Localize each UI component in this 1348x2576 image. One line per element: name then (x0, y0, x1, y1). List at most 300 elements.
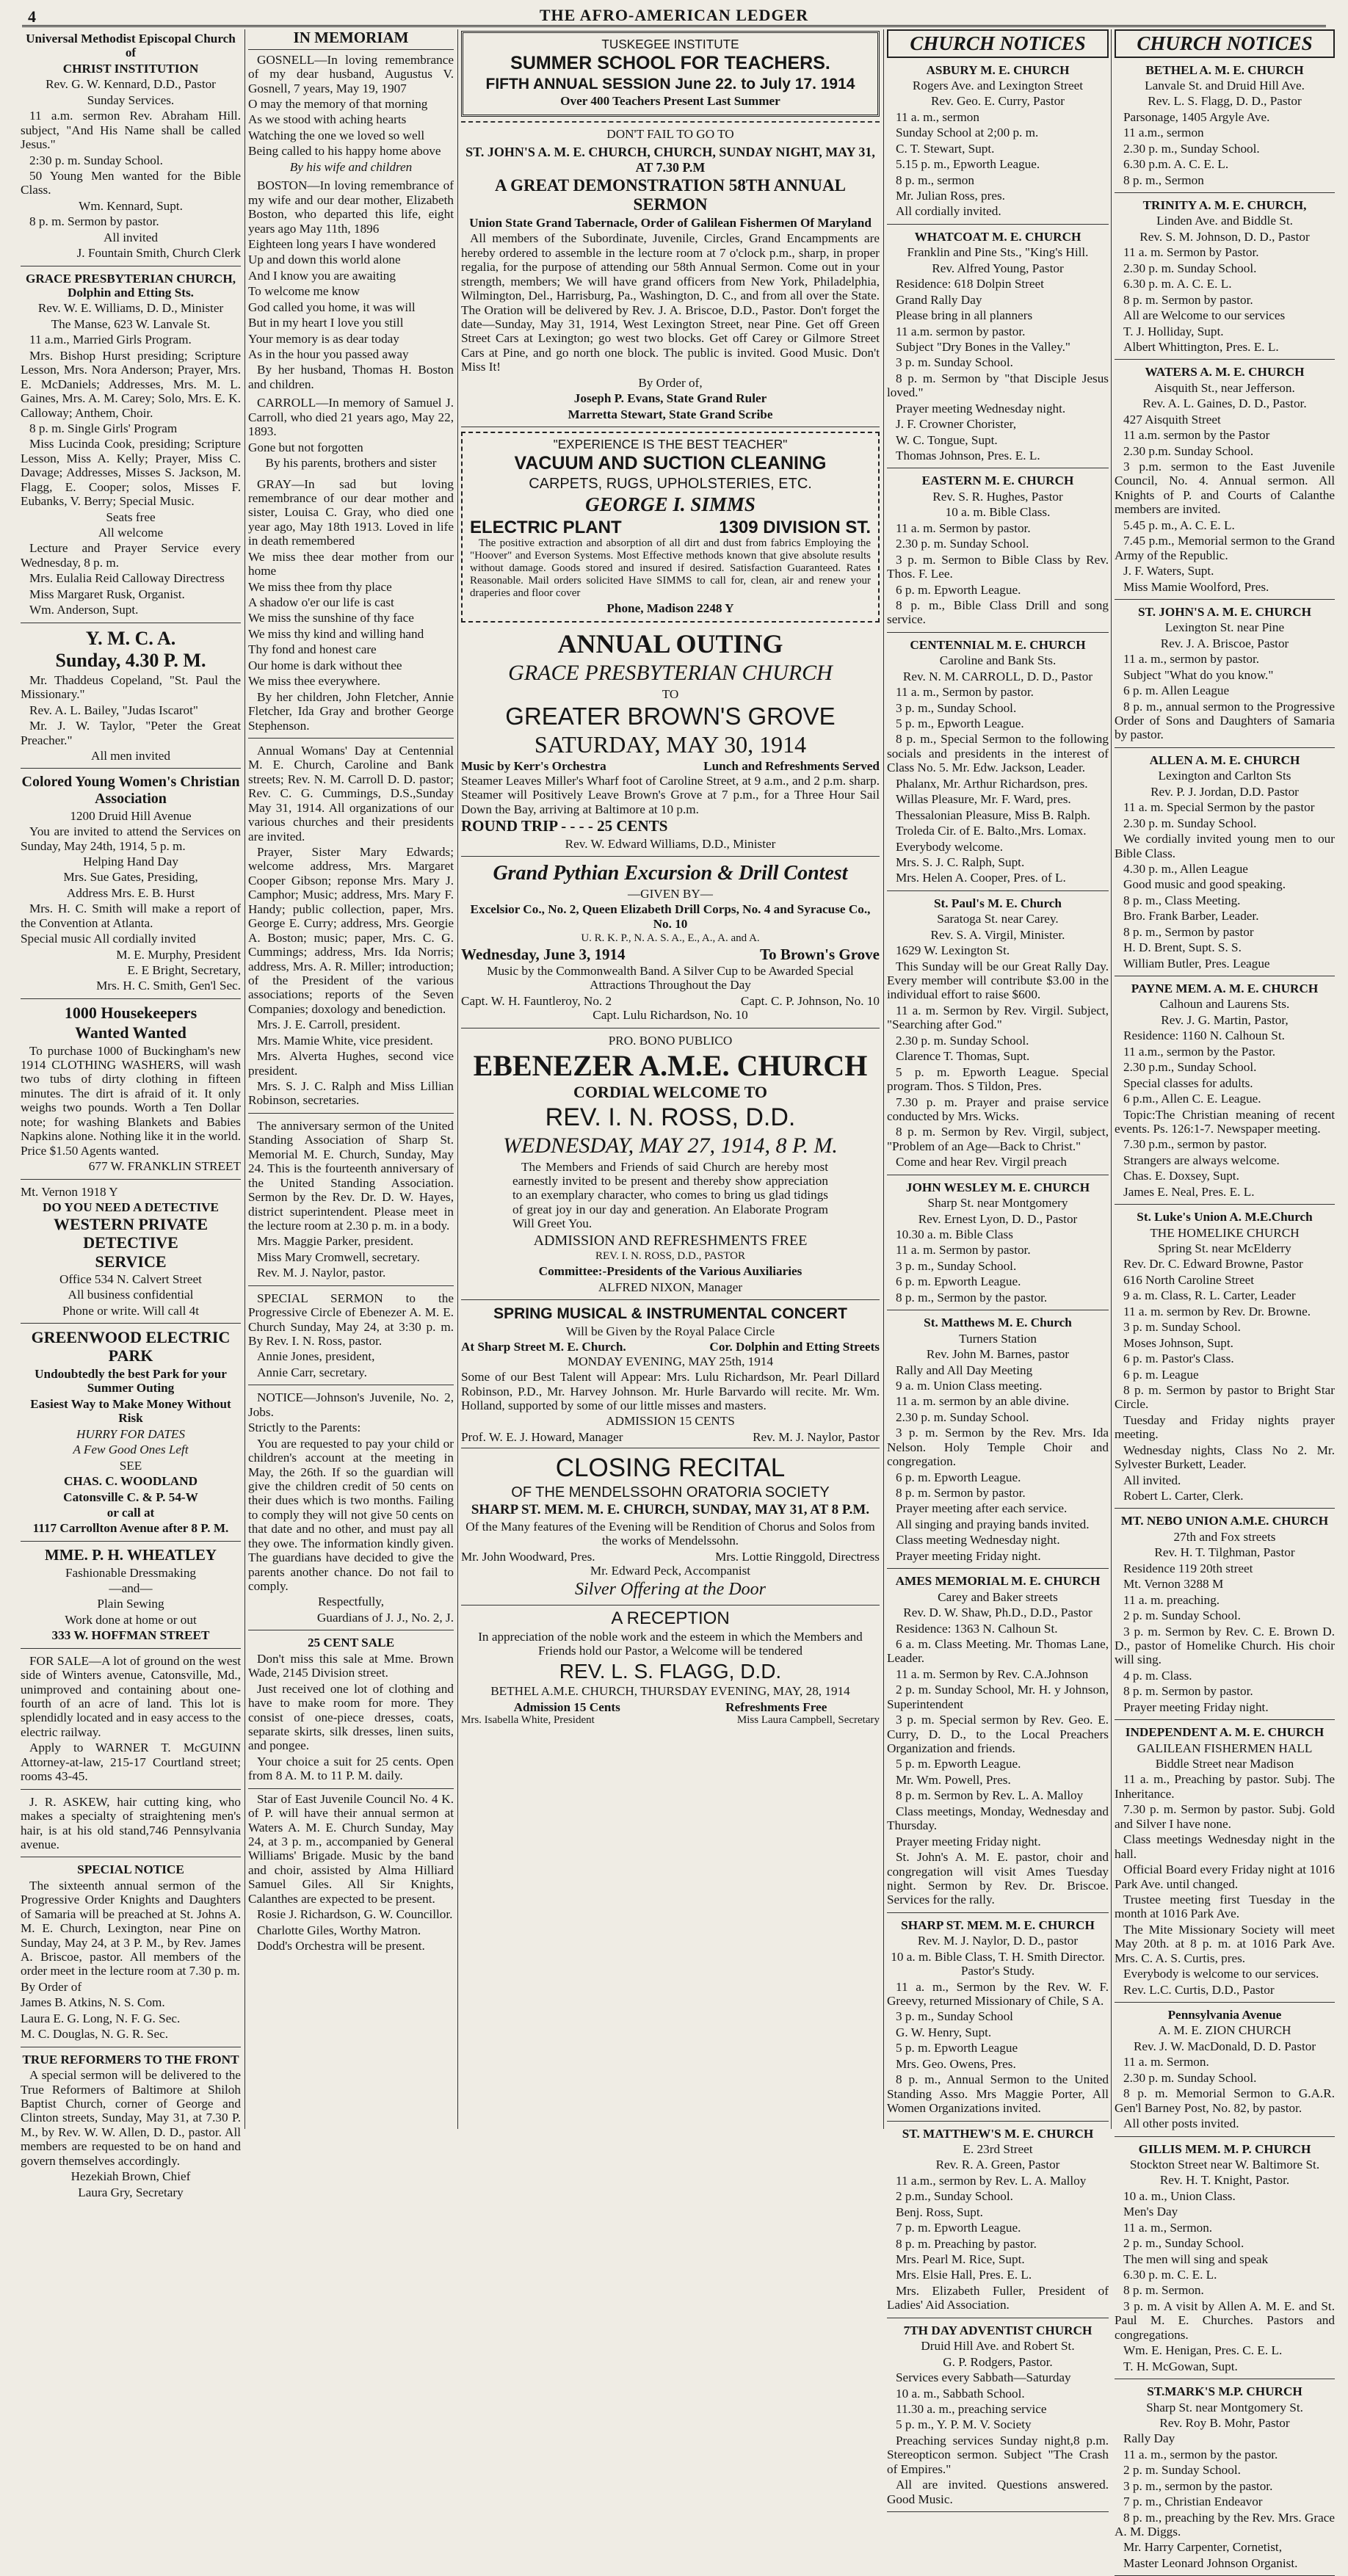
notice-line: Don't miss this sale at Mme. Brown Wade, 2145 Division street. (248, 1652, 454, 1680)
church-line: 6 p.m., Allen C. E. League. (1115, 1092, 1335, 1106)
church-notice (1115, 61, 1335, 194)
church-notice (1115, 979, 1335, 1205)
church-line: Rev. H. T. Knight, Pastor. (1115, 2173, 1335, 2187)
askew-ad (21, 1793, 241, 1858)
ad-line: Over 400 Teachers Present Last Summer (471, 94, 870, 108)
church-line: 6 p. m. League (1115, 1368, 1335, 1382)
church-line: 8 p. m., Class Meeting. (1115, 893, 1335, 907)
notice-line: 2:30 p. m. Sunday School. (21, 153, 241, 167)
church-name: St. Matthews M. E. Church (887, 1316, 1109, 1329)
church-line: Bro. Frank Barber, Leader. (1115, 909, 1335, 923)
church-notice (1115, 2006, 1335, 2137)
ad-line: Mt. Vernon 1918 Y (21, 1185, 241, 1199)
ad-heading: DO YOU NEED A DETECTIVE (21, 1200, 241, 1214)
memoriam-line: We miss thee everywhere. (248, 674, 454, 688)
church-line: William Butler, Pres. League (1115, 957, 1335, 970)
housekeepers-ad (21, 1002, 241, 1180)
notice-heading: TRUE REFORMERS TO THE FRONT (21, 2053, 241, 2067)
memoriam-line: As we stood with aching hearts (248, 112, 454, 126)
notice-line: Mrs. J. E. Carroll, president. (248, 1017, 454, 1031)
ad-body: The Members and Friends of said Church are hereby most earnestly invited to be present and thereby show appreciation to an exemplary character, who comes to bring us glad tidings of great joy in our day and generation. An Elaborate Program Will Greet You. (461, 1160, 880, 1231)
ad-line: Admission 15 Cents (514, 1700, 620, 1714)
ad-address: 677 W. FRANKLIN STREET (21, 1159, 241, 1173)
ad-body: Steamer Leaves Miller's Wharf foot of Caroline Street, at 9 a.m., and 2 p.m. sharp. Steamer will Positively Leave Brown's Grove at 7 p.m., for a Three Hour Sail Down the Bay, arriving at Baltimore at 10 p.m. (461, 774, 880, 816)
ad-line: Cor. Dolphin and Etting Streets (709, 1340, 880, 1354)
notice-line: 8 p. m. Sermon by pastor. (21, 214, 241, 228)
memoriam-line: Being called to his happy home above (248, 144, 454, 158)
church-line: 8 p. m. Preaching by pastor. (887, 2237, 1109, 2251)
ad-line: Catonsville C. & P. 54-W (21, 1490, 241, 1504)
church-line: 7.30 p. m. Sermon by pastor. Subj. Gold and Silver I have none. (1115, 1802, 1335, 1831)
church-name: SHARP ST. MEM. M. E. CHURCH (887, 1918, 1109, 1932)
church-line: Official Board every Friday night at 1016 Park Ave. until changed. (1115, 1862, 1335, 1891)
ad-heading: GREATER BROWN'S GROVE (461, 703, 880, 730)
church-line: Class meetings Wednesday night in the hall. (1115, 1832, 1335, 1861)
column-2 (248, 29, 454, 2129)
ad-heading: GREENWOOD ELECTRIC PARK (21, 1329, 241, 1365)
church-line: 6 p. m. Pastor's Class. (1115, 1352, 1335, 1365)
notice-line: Miss Margaret Rusk, Organist. (21, 587, 241, 601)
church-line: Stockton Street near W. Baltimore St. (1115, 2158, 1335, 2172)
church-name: CENTENNIAL M. E. CHURCH (887, 638, 1109, 652)
ad-line: A Few Good Ones Left (21, 1443, 241, 1456)
church-notice (887, 1916, 1109, 2122)
church-line: Biddle Street near Madison (1115, 1757, 1335, 1771)
church-line: All singing and praying bands invited. (887, 1517, 1109, 1531)
notice-line: Prayer, Sister Mary Edwards; welcome address, Mrs. Margaret Cooper Gibson; reponse Mrs. Mary J. Camphor; Music; address, Mrs. Mary F. Handy; public collection, paper, Mrs. George E. Curry; address, Mrs. Georgie A. Boston; music; paper, Mrs. C. G. Cummings; address, Mrs. Ida Norris; address, Mrs. A. R. Miller; introduction; of the President of the various associations; reports of the Seven Companies; doxology and benediction. (248, 845, 454, 1016)
notice-line: 11 a.m. sermon Rev. Abraham Hill. subject, "And His Name shall be called Jesus." (21, 109, 241, 151)
notice-line: 1200 Druid Hill Avenue (21, 809, 241, 823)
church-line: 11 a. m., Sermon. (1115, 2221, 1335, 2235)
church-line: Rev. S. R. Hughes, Pastor (887, 490, 1109, 504)
church-line: All cordially invited. (887, 204, 1109, 218)
church-line: 5 p. m. Epworth League. Special program. Thos. S Tildon, Pres. (887, 1065, 1109, 1094)
notice-line: E. E Bright, Secretary, (21, 963, 241, 977)
ad-line: Union State Grand Tabernacle, Order of Galilean Fishermen Of Maryland (461, 216, 880, 230)
notice-heading: 25 CENT SALE (248, 1636, 454, 1650)
ad-line: Committee:-Presidents of the Various Auxiliaries (461, 1264, 880, 1278)
church-line: Albert Whittington, Pres. E. L. (1115, 340, 1335, 354)
church-line: 5 p. m. Epworth League. (887, 1757, 1109, 1771)
memoriam-line: CARROLL—In memory of Samuel J. Carroll, who died 21 years ago, May 22, 1893. (248, 396, 454, 438)
notice-line: The anniversary sermon of the United Standing Association of Sharp St. Memorial M. E. Church, Sunday, May 24. This is the fourteenth anniversary of the United Standing Association. Sermon by the Rev. Dr. D. W. Hayes, district superintendent. Please meet in the lecture room at 2.30 p. m. in a body. (248, 1119, 454, 1233)
pythian-excursion-ad (461, 860, 880, 1028)
church-line: 6 p. m. Epworth League. (887, 1274, 1109, 1288)
ad-heading: SHARP ST. MEM. M. E. CHURCH, SUNDAY, MAY 31, AT 8 P.M. (461, 1502, 880, 1517)
ad-heading: WEDNESDAY, MAY 27, 1914, 8 P. M. (461, 1133, 880, 1158)
memoriam-line: By his parents, brothers and sister (248, 456, 454, 470)
ad-line: All business confidential (21, 1288, 241, 1302)
ad-line: MONDAY EVENING, MAY 25th, 1914 (461, 1354, 880, 1368)
ad-line: 1309 DIVISION ST. (719, 518, 871, 537)
church-name: St. Paul's M. E. Church (887, 896, 1109, 910)
ad-heading: REV. L. S. FLAGG, D.D. (461, 1660, 880, 1683)
church-line: 11 a. m. Sermon by Pastor. (1115, 245, 1335, 259)
notice-line: M. C. Douglas, N. G. R. Sec. (21, 2027, 241, 2041)
ad-heading: ANNUAL OUTING (461, 629, 880, 659)
church-line: 10.30 a. m. Bible Class (887, 1227, 1109, 1241)
church-line: 3 p. m. Special sermon by Rev. Geo. E. Curry, D. D., to the Local Preachers Organization and friends. (887, 1713, 1109, 1755)
church-line: Rev. S. A. Virgil, Minister. (887, 928, 1109, 942)
church-line: Benj. Ross, Supt. (887, 2205, 1109, 2219)
church-name: GILLIS MEM. M. P. CHURCH (1115, 2142, 1335, 2156)
memoriam-gray (248, 475, 454, 739)
church-line: Mrs. Pearl M. Rice, Supt. (887, 2252, 1109, 2266)
memoriam-line: We miss thee from thy place (248, 580, 454, 594)
church-line: Lexington and Carlton Sts (1115, 769, 1335, 783)
church-line: Rev. John M. Barnes, pastor (887, 1347, 1109, 1361)
church-line: Moses Johnson, Supt. (1115, 1336, 1335, 1350)
church-line: 2 p. m. Sunday School. (1115, 2463, 1335, 2477)
church-line: 3 p. m., sermon by the pastor. (1115, 2479, 1335, 2493)
ad-heading: 1000 Housekeepers (21, 1004, 241, 1023)
special-notice (21, 1860, 241, 2047)
church-line: Mrs. Helen A. Cooper, Pres. of L. (887, 871, 1109, 885)
church-line: Rev. A. L. Gaines, D. D., Pastor. (1115, 396, 1335, 410)
memoriam-line: By his wife and children (248, 160, 454, 174)
ad-heading: ST. JOHN'S A. M. E. CHURCH, CHURCH, SUNDAY NIGHT, MAY 31, AT 7.30 P.M (461, 145, 880, 175)
notice-heading: GRACE PRESBYTERIAN CHURCH, Dolphin and Etting Sts. (21, 272, 241, 300)
church-line: Prayer meeting after each service. (887, 1501, 1109, 1515)
ad-line: Joseph P. Evans, State Grand Ruler (461, 391, 880, 405)
church-line: 11 a. m., sermon by pastor. (1115, 652, 1335, 666)
notice-line: Hezekiah Brown, Chief (21, 2169, 241, 2183)
church-name: ALLEN A. M. E. CHURCH (1115, 753, 1335, 767)
church-line: 6.30 p.m. A. C. E. L. (1115, 157, 1335, 171)
church-line: 3 p. m. Sunday School. (1115, 1320, 1335, 1334)
notice-line: All invited (21, 231, 241, 244)
church-line: Mrs. S. J. C. Ralph, Supt. (887, 855, 1109, 869)
church-line: 8 p. m., Sermon by pastor (1115, 925, 1335, 939)
ad-line: BETHEL A.M.E. CHURCH, THURSDAY EVENING, MAY, 28, 1914 (461, 1684, 880, 1698)
notice-line: Special music All cordially invited (21, 932, 241, 946)
notice-line: NOTICE—Johnson's Juvenile, No. 2, Jobs. (248, 1390, 454, 1419)
church-line: Rev. J. G. Martin, Pastor, (1115, 1013, 1335, 1027)
church-line: Rev. Geo. E. Curry, Pastor (887, 94, 1109, 108)
church-line: Turners Station (887, 1332, 1109, 1346)
church-line: 5 p. m. Epworth League (887, 2041, 1109, 2055)
church-line: Special classes for adults. (1115, 1076, 1335, 1090)
church-name: ST.MARK'S M.P. CHURCH (1115, 2384, 1335, 2398)
church-notice (1115, 196, 1335, 360)
spring-concert-ad (461, 1303, 880, 1448)
church-line: Men's Day (1115, 2205, 1335, 2218)
notice-line: Annual Womans' Day at Centennial M. E. Church, Caroline and Bank streets; Rev. N. M. Carroll D. D. pastor; Rev. C. G. Cummings, D.S.,Sunday May 31, 1914. All organizations of our various churches and their presidents are invited. (248, 744, 454, 843)
ad-body: FOR SALE—A lot of ground on the west side of Winters avenue, Catonsville, Md., unimproved and containing about one-fourth of an acre of land. This lot is splendidly located and in easy access to the electric railway. (21, 1654, 241, 1740)
church-line: 11 a. m. preaching. (1115, 1593, 1335, 1607)
ad-line: Mr. John Woodward, Pres. (461, 1550, 595, 1564)
church-notice (887, 636, 1109, 891)
ad-line: At Sharp Street M. E. Church. (461, 1340, 626, 1354)
ad-heading: REV. I. N. ROSS, D.D. (461, 1103, 880, 1131)
ad-line: CHAS. C. WOODLAND (21, 1474, 241, 1488)
notice-line: Rev. G. W. Kennard, D.D., Pastor (21, 77, 241, 91)
notice-line: 50 Young Men wanted for the Bible Class. (21, 169, 241, 197)
memoriam-line: GOSNELL—In loving remembrance of my dear husband, Augustus V. Gosnell, 7 years, May 19, 1907 (248, 53, 454, 95)
church-line: 8 p. m. Sermon by Rev. L. A. Malloy (887, 1788, 1109, 1802)
church-line: Mrs. Geo. Owens, Pres. (887, 2057, 1109, 2071)
church-line: 2 p. m. Sunday School, Mr. H. y Johnson, Superintendent (887, 1683, 1109, 1711)
church-line: Rev. L.C. Curtis, D.D., Pastor (1115, 1983, 1335, 1997)
ad-line: Plain Sewing (21, 1597, 241, 1611)
church-line: Residence: 618 Dolpin Street (887, 277, 1109, 291)
church-line: Master Leonard Johnson Organist. (1115, 2556, 1335, 2570)
church-name: ASBURY M. E. CHURCH (887, 63, 1109, 77)
ad-heading: VACUUM AND SUCTION CLEANING (470, 453, 871, 474)
church-notice (887, 228, 1109, 469)
ad-line: or call at (21, 1506, 241, 1520)
church-line: Miss Mamie Woolford, Pres. (1115, 580, 1335, 594)
notice-line: Mrs. H. C. Smith, Gen'l Sec. (21, 979, 241, 993)
notice-heading: CHRIST INSTITUTION (21, 62, 241, 76)
notice-line: You are requested to pay your child or children's account at the meeting in May, the 26th. If so the guardian will give the children credit of 50 cents on their dues which is two months. Failing to comply they will not give 50 cents on that date and no other, and must pay all they owe. The information kindly given. The guardians have decided to give the parents another chance. Do not fail to comply. (248, 1437, 454, 1594)
church-line: 1629 W. Lexington St. (887, 943, 1109, 957)
notice-line: Address Mrs. E. B. Hurst (21, 886, 241, 900)
ad-line: Phone, Madison 2248 Y (470, 601, 871, 615)
church-line: Mr. Julian Ross, pres. (887, 189, 1109, 203)
ad-line: 333 W. HOFFMAN STREET (21, 1628, 241, 1642)
church-line: Class meetings, Monday, Wednesday and Thursday. (887, 1804, 1109, 1833)
church-notices-list (887, 61, 1109, 2513)
church-line: 8 p. m. Sermon by pastor. (1115, 1684, 1335, 1698)
memoriam-line: We miss the sunshine of thy face (248, 611, 454, 625)
church-line: 8 p. m., sermon (887, 173, 1109, 187)
notice-heading: SPECIAL NOTICE (21, 1862, 241, 1876)
church-line: GALILEAN FISHERMEN HALL (1115, 1741, 1335, 1755)
church-line: All other posts invited. (1115, 2116, 1335, 2130)
ad-heading: Silver Offering at the Door (461, 1580, 880, 1600)
ad-line: TUSKEGEE INSTITUTE (471, 37, 870, 51)
church-line: 11 a. m. Sermon by pastor. (887, 1243, 1109, 1257)
church-line: Mr. Harry Carpenter, Cornetist, (1115, 2540, 1335, 2554)
church-line: 2.30 p. m. Sunday School. (1115, 816, 1335, 830)
church-notices-heading: CHURCH NOTICES (887, 29, 1109, 58)
notice-line: SPECIAL SERMON to the Progressive Circle of Ebenezer A. M. E. Church Sunday, May 24, at 3:30 p. m. By Rev. I. N. Ross, pastor. (248, 1291, 454, 1349)
ad-body: J. R. ASKEW, hair cutting king, who makes a specialty of straightening men's hair, is at his old stand,746 Pennsylvania avenue. (21, 1795, 241, 1852)
memoriam-line: To welcome me know (248, 284, 454, 298)
church-line: 27th and Fox streets (1115, 1530, 1335, 1544)
church-line: 11 a.m. sermon by the Pastor (1115, 428, 1335, 442)
church-line: 5.15 p. m., Epworth League. (887, 157, 1109, 171)
ad-line: Marretta Stewart, State Grand Scribe (461, 407, 880, 421)
church-line: 11 a. m. sermon by an able divine. (887, 1394, 1109, 1408)
church-line: J. F. Crowner Chorister, (887, 417, 1109, 431)
simms-cleaning-ad (461, 432, 880, 623)
church-line: 2.30 p.m. Sunday School. (1115, 444, 1335, 458)
church-name: ST. JOHN'S A. M. E. CHURCH (1115, 605, 1335, 619)
notice-line: Your choice a suit for 25 cents. Open from 8 A. M. to 11 P. M. daily. (248, 1755, 454, 1783)
memoriam-line: By her husband, Thomas H. Boston and children. (248, 363, 454, 391)
notice-line: Miss Mary Cromwell, secretary. (248, 1250, 454, 1264)
church-line: 3 p. m. Sermon by Rev. C. E. Brown D. D., pastor of Homelike Church. His choir will sing. (1115, 1625, 1335, 1667)
notice-line: Mrs. Eulalia Reid Calloway Directress (21, 571, 241, 585)
church-line: 10 a. m., Union Class. (1115, 2189, 1335, 2203)
church-line: Come and hear Rev. Virgil preach (887, 1155, 1109, 1169)
church-line: 8 p. m., annual sermon to the Progressive Order of Sons and Daughters of Samaria by pastor. (1115, 700, 1335, 742)
church-line: The men will sing and speak (1115, 2252, 1335, 2266)
church-name: WHATCOAT M. E. CHURCH (887, 230, 1109, 244)
ad-heading: WESTERN PRIVATE DETECTIVE (21, 1216, 241, 1251)
annual-outing-ad (461, 627, 880, 857)
ad-line: ALFRED NIXON, Manager (461, 1280, 880, 1294)
church-line: Parsonage, 1405 Argyle Ave. (1115, 110, 1335, 124)
memoriam-line: Thy fond and honest care (248, 642, 454, 656)
memoriam-boston (248, 178, 454, 391)
church-notice (887, 1572, 1109, 1913)
notice-line: Mrs. Alverta Hughes, second vice president. (248, 1049, 454, 1078)
notice-line: Dodd's Orchestra will be present. (248, 1939, 454, 1953)
notice-heading: Sunday, 4.30 P. M. (21, 650, 241, 672)
church-line: 11 a. m. sermon by Rev. Dr. Browne. (1115, 1305, 1335, 1318)
church-line: Franklin and Pine Sts., "King's Hill. (887, 245, 1109, 259)
church-line: 3 p. m. Sunday School. (887, 355, 1109, 369)
church-line: 5 p. m., Y. P. M. V. Society (887, 2417, 1109, 2431)
church-name: EASTERN M. E. CHURCH (887, 474, 1109, 487)
church-line: 2 p.m., Sunday School. (887, 2189, 1109, 2203)
church-line: 8 p. m. Sermon by "that Disciple Jesus loved." (887, 371, 1109, 400)
church-name: TRINITY A. M. E. CHURCH, (1115, 198, 1335, 212)
ad-heading: GRACE PRESBYTERIAN CHURCH (461, 661, 880, 686)
notice-line: Mr. Thaddeus Copeland, "St. Paul the Missionary." (21, 673, 241, 702)
ad-heading: MME. P. H. WHEATLEY (21, 1547, 241, 1564)
church-notice (1115, 2140, 1335, 2380)
church-line: 8 p. m., Special Sermon to the following socials and presidents in the interest of Class No. 5. Mr. Edw. Jackson, Leader. (887, 732, 1109, 774)
church-line: 11 a.m. sermon by pastor. (887, 324, 1109, 338)
church-name: WATERS A. M. E. CHURCH (1115, 365, 1335, 379)
church-line: Phalanx, Mr. Arthur Richardson, pres. (887, 777, 1109, 791)
ad-heading: CORDIAL WELCOME TO (461, 1084, 880, 1102)
church-name: ST. MATTHEW'S M. E. CHURCH (887, 2127, 1109, 2141)
church-notice (1115, 2382, 1335, 2576)
church-line: 3 p. m., Sunday School. (887, 701, 1109, 715)
church-line: 11 a. m., sermon (887, 110, 1109, 124)
ad-heading: SERVICE (21, 1253, 241, 1271)
ad-line: Capt. C. P. Johnson, No. 10 (741, 994, 880, 1008)
ad-body: Apply to WARNER T. McGUINN Attorney-at-law, 215-17 Courtland street; rooms 43-45. (21, 1741, 241, 1783)
church-line: Rev. N. M. CARROLL, D. D., Pastor (887, 670, 1109, 683)
church-line: Sunday School at 2;00 p. m. (887, 126, 1109, 139)
church-line: Mr. Wm. Powell, Pres. (887, 1773, 1109, 1787)
dont-fail-line: DON'T FAIL TO GO TO (461, 127, 880, 141)
church-line: H. D. Brent, Supt. S. S. (1115, 940, 1335, 954)
notice-line: Rev. A. L. Bailey, "Judas Iscarot" (21, 703, 241, 717)
church-line: 5 p. m., Epworth League. (887, 716, 1109, 730)
church-line: Prayer meeting Friday night. (887, 1549, 1109, 1563)
church-notice (1115, 1723, 1335, 2003)
notice-line: Respectfully, (248, 1594, 454, 1608)
ad-line: Rev. M. J. Naylor, Pastor (753, 1430, 880, 1444)
church-line: 11 a. m., Sermon by pastor. (887, 685, 1109, 699)
notice-line: A special sermon will be delivered to the True Reformers of Baltimore at Shiloh Baptist Church, corner of George and Clinton streets, Sunday, May 31, at 7.30 P. M., by Rev. W. W. Allen, D. D., pastor. All members are requested to be on hand and govern themselves accordingly. (21, 2068, 241, 2168)
church-line: Mt. Vernon 3288 M (1115, 1577, 1335, 1591)
ad-line: By Order of, (461, 376, 880, 390)
church-line: 8 p. m. Sermon by Rev. Virgil, subject, "Problem of an Age—Back to Christ." (887, 1125, 1109, 1153)
ad-line: TO (461, 687, 880, 701)
notice-line: Laura E. G. Long, N. F. G. Sec. (21, 2011, 241, 2025)
masthead (22, 6, 1326, 27)
church-line: 10 a. m., Sabbath School. (887, 2387, 1109, 2401)
church-line: 2.30 p.m., Sunday School. (1115, 1060, 1335, 1074)
church-line: All are invited. Questions answered. Good Music. (887, 2478, 1109, 2506)
reception-ad (461, 1608, 880, 1727)
ad-heading: OF THE MENDELSSOHN ORATORIA SOCIETY (461, 1484, 880, 1501)
notice-line: 11 a.m., Married Girls Program. (21, 333, 241, 347)
church-line: Wm. E. Henigan, Pres. C. E. L. (1115, 2343, 1335, 2357)
church-line: C. T. Stewart, Supt. (887, 142, 1109, 156)
memoriam-carroll (248, 396, 454, 470)
church-line: 3 p.m. sermon to the East Juvenile Council, No. 4. Annual sermon. All Knights of P. and Courts of Calanthe members are invited. (1115, 460, 1335, 517)
church-line: 8 p. m. Memorial Sermon to G.A.R. Gen'l Barney Post, No. 82, by pastor. (1115, 2086, 1335, 2115)
church-line: Tuesday and Friday nights prayer meeting. (1115, 1413, 1335, 1442)
church-line: 11.30 a. m., preaching service (887, 2402, 1109, 2416)
church-line: 2.30 p. m. Sunday School. (1115, 261, 1335, 275)
ad-line: REV. I. N. ROSS, D.D., PASTOR (461, 1250, 880, 1263)
ad-heading: A GREAT DEMONSTRATION 58TH ANNUAL SERMON (461, 176, 880, 214)
church-notice (1115, 363, 1335, 600)
church-line: Rev. S. M. Johnson, D. D., Pastor (1115, 230, 1335, 244)
ad-line: Prof. W. E. J. Howard, Manager (461, 1430, 623, 1444)
notice-line: Mrs. H. C. Smith will make a report of the Convention at Atlanta. (21, 901, 241, 930)
church-line: Rev. M. J. Naylor, D. D., pastor (887, 1934, 1109, 1948)
church-line: Aisquith St., near Jefferson. (1115, 381, 1335, 395)
ad-line: Undoubtedly the best Park for your Summer Outing (21, 1367, 241, 1396)
church-name: PAYNE MEM. A. M. E. CHURCH (1115, 982, 1335, 995)
church-line: 11 a. m. Sermon. (1115, 2055, 1335, 2069)
ad-line: Excelsior Co., No. 2, Queen Elizabeth Drill Corps, No. 4 and Syracuse Co., No. 10 (461, 902, 880, 931)
ad-body: Some of our Best Talent will Appear: Mrs. Lulu Richardson, Mr. Pearl Dillard Robinson, P.D., Mr. Harvey Johnson. Mr. Hurle Barvardo will recite. Mr. Wm. Holland, supported by some of our little misses and masters. (461, 1370, 880, 1412)
church-line: Chas. E. Doxsey, Supt. (1115, 1169, 1335, 1183)
church-line: 2.30 p. m. Sunday School. (887, 1034, 1109, 1048)
church-line: 5.45 p. m., A. C. E. L. (1115, 518, 1335, 532)
church-line: 8 p. m., Sermon (1115, 173, 1335, 187)
church-line: Rev. D. W. Shaw, Ph.D., D.D., Pastor (887, 1606, 1109, 1619)
church-line: Rev. Ernest Lyon, D. D., Pastor (887, 1212, 1109, 1226)
church-line: 11 a. m. Special Sermon by the pastor (1115, 800, 1335, 814)
church-notice (887, 2125, 1109, 2318)
column-1 (21, 29, 241, 2129)
church-line: 2 p. m. Sunday School. (1115, 1608, 1335, 1622)
church-line: 11 a. m. Sermon by Rev. C.A.Johnson (887, 1667, 1109, 1681)
notice-heading: Colored Young Women's Christian Association (21, 774, 241, 807)
church-line: Saratoga St. near Carey. (887, 912, 1109, 926)
ad-body: The positive extraction and absorption of all dirt and dust from fabrics Employing the "Hoover" and Everson Systems. Most Effective methods known that give absolute results without damage. Goods stored and insured if desired. Satisfaction Guaranteed. Rates Reasonable. Mail orders solicited Have SIMMS to call for, clean, air and renew your draperies and floor cover (470, 537, 871, 600)
church-line: Services every Sabbath—Saturday (887, 2370, 1109, 2384)
memoriam-line: BOSTON—In loving remembrance of my wife and our dear mother, Elizabeth Boston, who departed this life, eight years ago May 11th, 1896 (248, 178, 454, 236)
ywca-notice (21, 772, 241, 998)
greenwood-park-ad (21, 1327, 241, 1542)
notice-line: By Order of (21, 1980, 241, 1994)
church-line: Residence: 1363 N. Calhoun St. (887, 1622, 1109, 1636)
church-line: 7.45 p.m., Memorial sermon to the Grand Army of the Republic. (1115, 534, 1335, 562)
memoriam-line: God called you home, it was will (248, 300, 454, 314)
ad-line: Work done at home or out (21, 1613, 241, 1627)
memoriam-line: We miss thee dear mother from our home (248, 550, 454, 578)
church-line: Rev. R. A. Green, Pastor (887, 2158, 1109, 2172)
special-sermon-notice (248, 1289, 454, 1386)
church-line: 8 p. m., Bible Class Drill and song service. (887, 598, 1109, 627)
notice-line: You are invited to attend the Services on Sunday, May 24th, 1914, 5 p. m. (21, 824, 241, 853)
notice-line: Just received one lot of clothing and have to make room for more. They consist of one-piece dresses, coats, separate skirts, silk dresses, linen suits, and pongee. (248, 1682, 454, 1753)
church-name: BETHEL A. M. E. CHURCH (1115, 63, 1335, 77)
notice-line: Annie Jones, president, (248, 1349, 454, 1363)
church-line: T. H. McGowan, Supt. (1115, 2359, 1335, 2373)
church-line: 2.30 p. m. Sunday School. (887, 537, 1109, 551)
church-line: Spring St. near McElderry (1115, 1241, 1335, 1255)
church-notice (887, 894, 1109, 1175)
church-line: Prayer meeting Friday night. (1115, 1700, 1335, 1714)
church-line: Sharp St. near Montgomery St. (1115, 2401, 1335, 2414)
notice-line: Mr. J. W. Taylor, "Peter the Great Preacher." (21, 719, 241, 747)
